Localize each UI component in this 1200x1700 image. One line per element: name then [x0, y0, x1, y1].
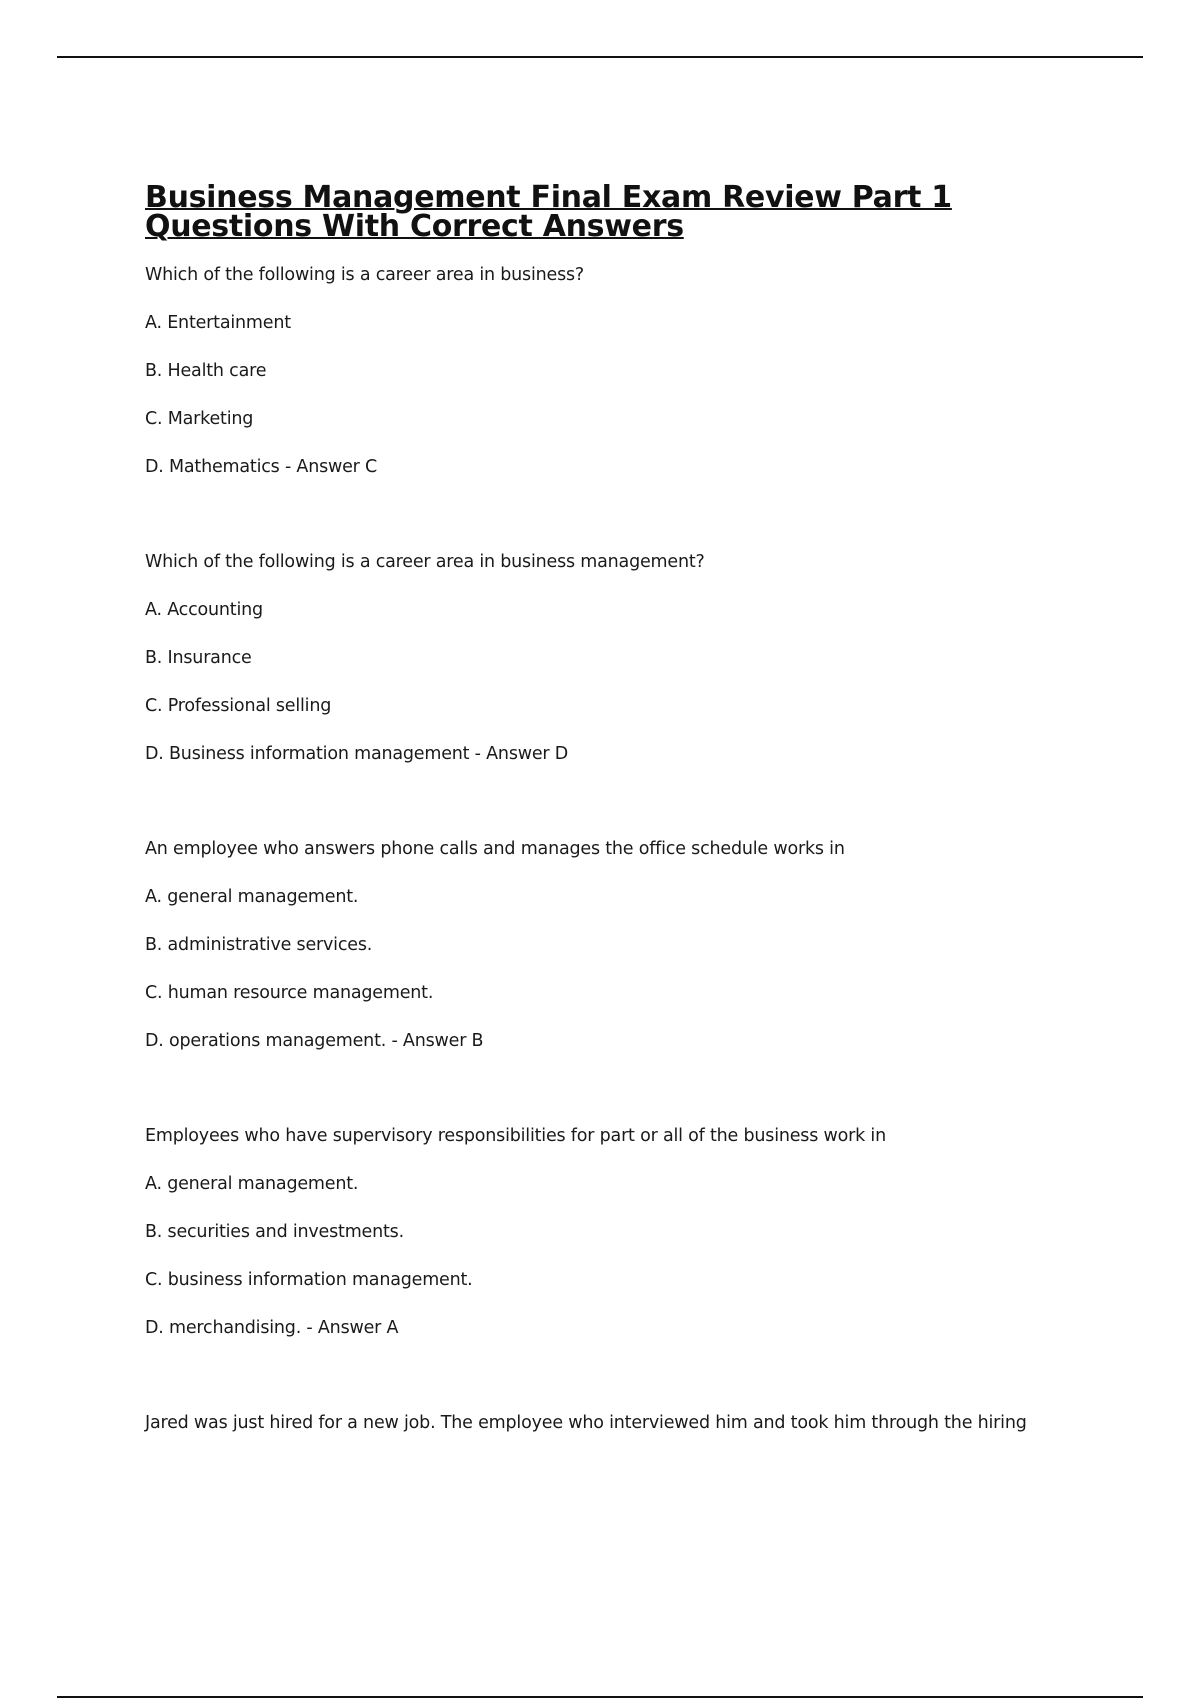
option-d-answer: D. operations management. - Answer B: [145, 1031, 484, 1051]
option-c: C. business information management.: [145, 1270, 473, 1290]
option-c: C. human resource management.: [145, 983, 434, 1003]
document-body: [145, 180, 1105, 1460]
question-text: Which of the following is a career area in business?: [145, 265, 585, 285]
option-d-answer: D. Business information management - Answer D: [145, 744, 569, 764]
option-b: B. Insurance: [145, 648, 252, 668]
option-d-answer: D. Mathematics - Answer C: [145, 457, 378, 477]
question-block-1: [145, 264, 1105, 478]
question-block-5: [145, 1412, 1105, 1434]
option-a: A. Entertainment: [145, 313, 291, 333]
question-text: An employee who answers phone calls and manages the office schedule works in: [145, 839, 845, 859]
option-a: A. general management.: [145, 887, 359, 907]
option-a: A. general management.: [145, 1174, 359, 1194]
question-spacer: [145, 504, 1105, 551]
question-text: Jared was just hired for a new job. The employee who interviewed him and took him through the hiring: [145, 1413, 1027, 1433]
option-c: C. Professional selling: [145, 696, 332, 716]
question-spacer: [145, 791, 1105, 838]
question-spacer: [145, 1365, 1105, 1412]
question-text: Which of the following is a career area in business management?: [145, 552, 705, 572]
question-block-2: [145, 551, 1105, 765]
option-b: B. securities and investments.: [145, 1222, 404, 1242]
title-line-2: Questions With Correct Answers: [145, 209, 684, 244]
option-b: B. Health care: [145, 361, 267, 381]
option-d-answer: D. merchandising. - Answer A: [145, 1318, 399, 1338]
header-rule: [57, 56, 1143, 58]
option-a: A. Accounting: [145, 600, 263, 620]
footer-rule: [57, 1696, 1143, 1698]
title-line-1: Business Management Final Exam Review Part 1: [145, 180, 952, 215]
option-c: C. Marketing: [145, 409, 254, 429]
question-block-3: [145, 838, 1105, 1052]
question-spacer: [145, 1078, 1105, 1125]
question-block-4: [145, 1125, 1105, 1339]
question-text: Employees who have supervisory responsibilities for part or all of the business work in: [145, 1126, 886, 1146]
document-title: [145, 180, 1105, 244]
option-b: B. administrative services.: [145, 935, 373, 955]
